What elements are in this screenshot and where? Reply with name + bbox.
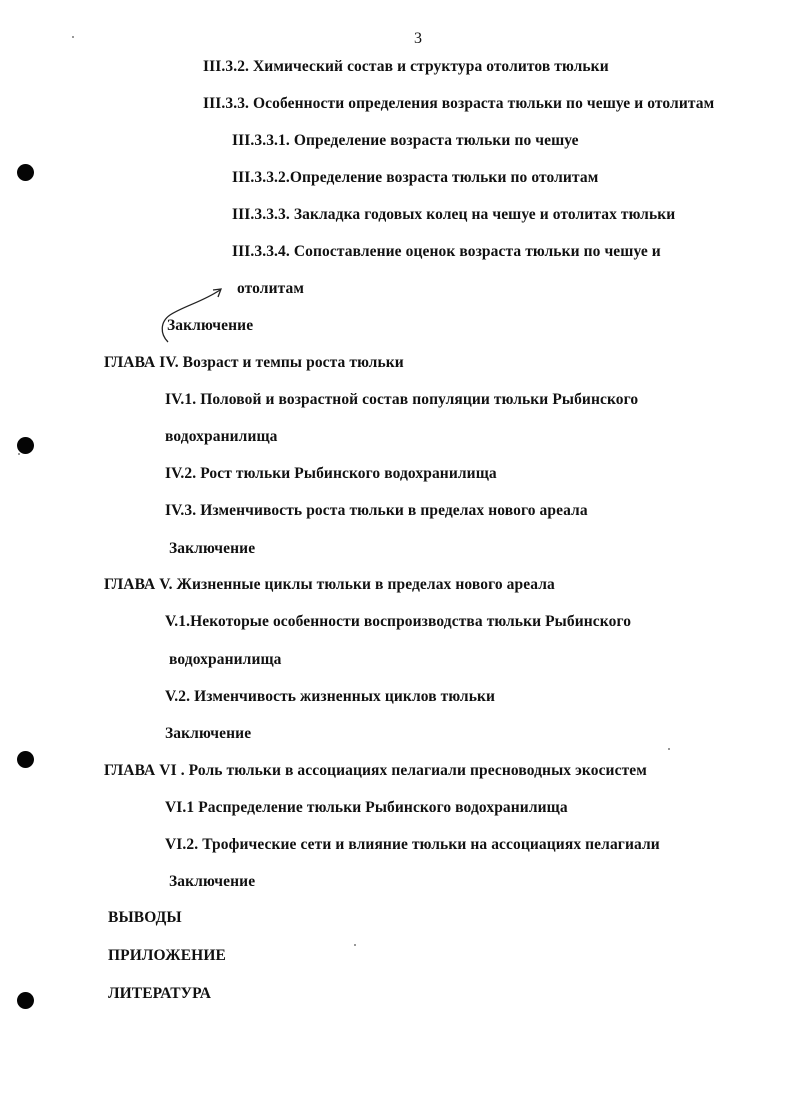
chapter-heading: ГЛАВА IV. Возраст и темпы роста тюльки xyxy=(104,354,404,371)
punch-hole xyxy=(17,751,34,768)
toc-line: отолитам xyxy=(237,280,305,297)
page-number: 3 xyxy=(414,30,422,47)
scan-speck xyxy=(18,453,20,455)
punch-hole xyxy=(17,164,34,181)
toc-line: Заключение xyxy=(167,317,254,334)
toc-line: IV.1. Половой и возрастной состав популяции тюльки Рыбинского xyxy=(165,391,639,408)
section-heading: ПРИЛОЖЕНИЕ xyxy=(108,947,226,964)
scan-speck xyxy=(668,748,670,750)
handwritten-arrow-icon xyxy=(158,284,238,344)
section-heading: ВЫВОДЫ xyxy=(108,909,182,926)
toc-line: V.2. Изменчивость жизненных циклов тюльки xyxy=(165,688,496,705)
chapter-heading: ГЛАВА V. Жизненные циклы тюльки в пределах нового ареала xyxy=(104,576,555,593)
toc-line: Заключение xyxy=(165,725,252,742)
section-heading: ЛИТЕРАТУРА xyxy=(108,985,211,1002)
toc-line: Заключение xyxy=(169,540,256,557)
toc-line: III.3.3.4. Сопоставление оценок возраста тюльки по чешуе и xyxy=(232,243,661,260)
toc-line: IV.3. Изменчивость роста тюльки в пределах нового ареала xyxy=(165,502,588,519)
punch-hole xyxy=(17,992,34,1009)
scan-speck xyxy=(354,944,356,946)
punch-hole xyxy=(17,437,34,454)
toc-line: III.3.3.1. Определение возраста тюльки по чешуе xyxy=(232,132,579,149)
toc-line: III.3.3. Особенности определения возраста тюльки по чешуе и отолитам xyxy=(203,95,715,112)
toc-line: III.3.2. Химический состав и структура отолитов тюльки xyxy=(203,58,609,75)
toc-line: VI.1 Распределение тюльки Рыбинского водохранилища xyxy=(165,799,568,816)
chapter-heading: ГЛАВА VI . Роль тюльки в ассоциациях пелагиали пресноводных экосистем xyxy=(104,762,647,779)
toc-line: водохранилища xyxy=(165,428,278,445)
toc-line: IV.2. Рост тюльки Рыбинского водохранилища xyxy=(165,465,497,482)
toc-line: III.3.3.3. Закладка годовых колец на чешуе и отолитах тюльки xyxy=(232,206,676,223)
toc-line: III.3.3.2.Определение возраста тюльки по отолитам xyxy=(232,169,599,186)
toc-line: V.1.Некоторые особенности воспроизводства тюльки Рыбинского xyxy=(165,613,632,630)
toc-line: VI.2. Трофические сети и влияние тюльки на ассоциациях пелагиали xyxy=(165,836,660,853)
scan-speck xyxy=(72,36,74,38)
toc-line: Заключение xyxy=(169,873,256,890)
toc-line: водохранилища xyxy=(169,651,282,668)
